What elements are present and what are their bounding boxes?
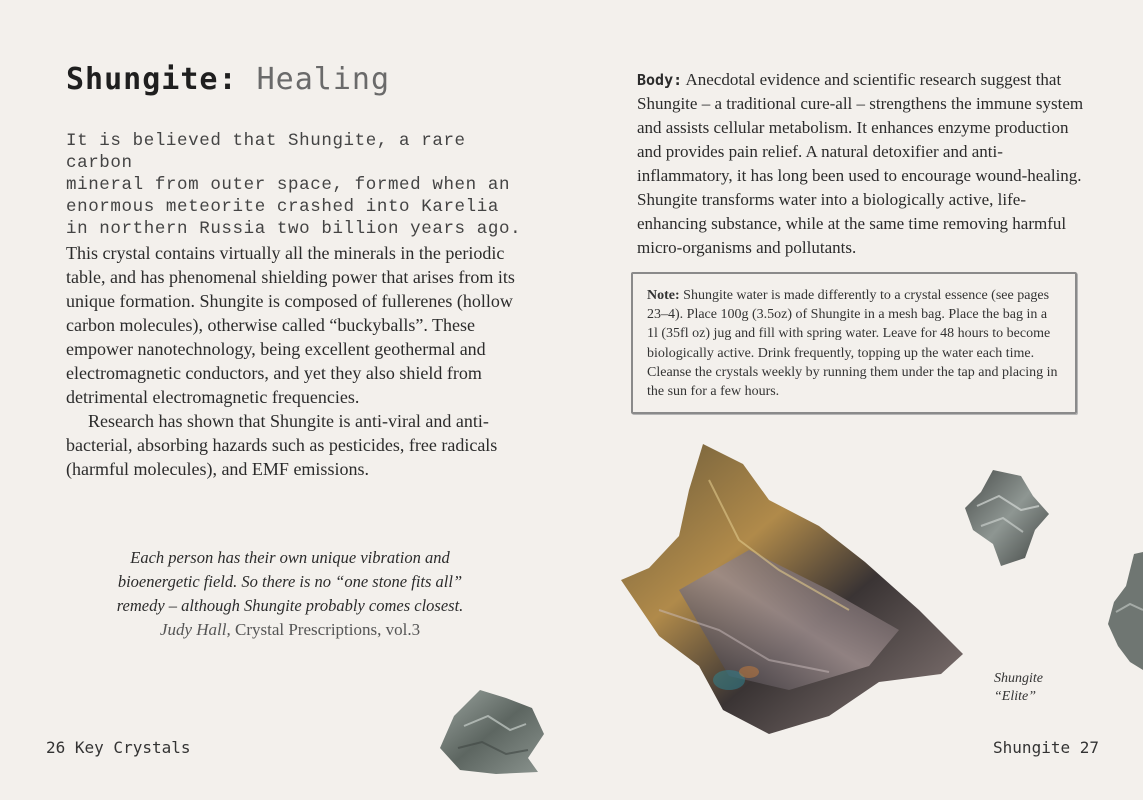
patterned-stone-image bbox=[963, 466, 1051, 568]
quote-author: Judy Hall, bbox=[159, 620, 231, 639]
body-text: Anecdotal evidence and scientific research suggest that Shungite – a traditional cure-all – strengthens the immune system and assists cellular metabolism. It enhances enzyme production and provides pain relief. A natural detoxifier and anti-inflammatory, it has long been used to encourage wound-healing. Shungite transforms water into a biologically active, life-enhancing substance, while at the same time removing harmful micro-organisms and pollutants. bbox=[637, 70, 1084, 257]
note-box bbox=[631, 272, 1077, 414]
left-page bbox=[0, 0, 571, 800]
small-stone-image bbox=[436, 686, 548, 778]
folio-left: 26 Key Crystals bbox=[46, 738, 191, 757]
pull-quote bbox=[96, 546, 484, 642]
quote-attribution bbox=[96, 618, 484, 642]
quote-source: Crystal Prescriptions, vol.3 bbox=[234, 620, 421, 639]
body-label: Body: bbox=[637, 71, 683, 89]
note-text: Shungite water is made differently to a crystal essence (see pages 23–4). Place 100g (3.5oz) of Shungite in a mesh bag. Place the bag in a 1l (35fl oz) jug and fill with spring water. Leave for 48 hours to become biologically active. Drink frequently, topping up the water each time. Cleanse the crystals weekly by running them under the tap and placing in the sun for a few hours. bbox=[647, 288, 1058, 400]
right-page bbox=[571, 0, 1143, 800]
title-main: Shungite: bbox=[66, 62, 238, 97]
left-body bbox=[66, 241, 516, 481]
note-label: Note: bbox=[647, 288, 680, 303]
image-caption: Shungite “Elite” bbox=[994, 671, 1043, 704]
page-title bbox=[66, 62, 390, 97]
folio-right: Shungite 27 bbox=[993, 738, 1099, 757]
shungite-elite-image bbox=[619, 440, 971, 738]
paragraph-2: Research has shown that Shungite is anti-viral and anti-bacterial, absorbing hazards such as pesticides, free radicals (harmful molecules), and EMF emissions. bbox=[66, 411, 498, 479]
edge-stone-image bbox=[1106, 552, 1143, 670]
intro-text: It is believed that Shungite, a rare carbon mineral from outer space, formed when an enormous meteorite crashed into Karelia in northern Russia two billion years ago. bbox=[66, 131, 522, 239]
paragraph-1: This crystal contains virtually all the minerals in the periodic table, and has phenomenal shielding power that arises from its unique formation. Shungite is composed of fullerenes (hollow carbon molecules), otherwise called “buckyballs”. These empower nanotechnology, being excellent geothermal and electromagnetic conductors, and yet they also shield from detrimental electromagnetic frequencies. bbox=[66, 243, 515, 407]
body-section bbox=[637, 68, 1087, 260]
quote-text: Each person has their own unique vibration and bioenergetic field. So there is no “one stone fits all” remedy – although Shungite probably comes closest. bbox=[116, 548, 464, 615]
title-sub: Healing bbox=[256, 62, 391, 97]
